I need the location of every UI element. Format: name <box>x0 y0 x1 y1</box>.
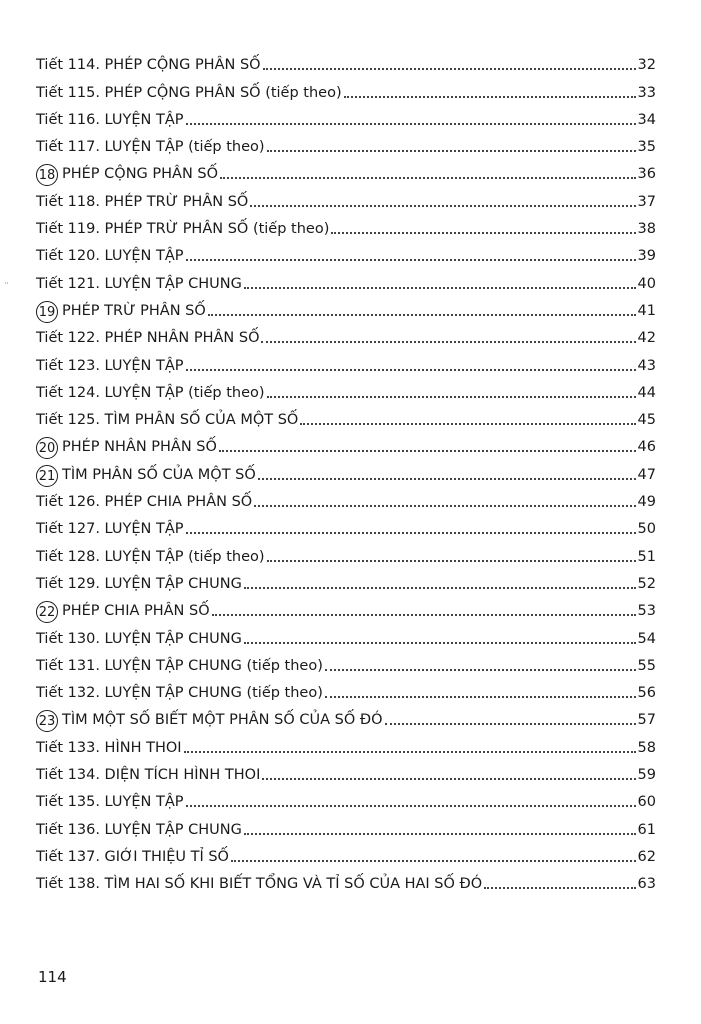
toc-entry-page: 59 <box>637 767 656 784</box>
dot-leader <box>331 232 635 234</box>
toc-entry-title: Tiết 124. LUYỆN TẬP (tiếp theo) <box>36 384 265 401</box>
toc-entry-title: TÌM MỘT SỐ BIẾT MỘT PHÂN SỐ CỦA SỐ ĐÓ <box>62 712 383 729</box>
toc-entry-title: Tiết 130. LUYỆN TẬP CHUNG <box>36 630 242 647</box>
toc-lesson-entry <box>36 265 656 292</box>
toc-lesson-entry <box>36 129 656 156</box>
toc-entry-page: 60 <box>637 794 656 811</box>
toc-section-entry <box>36 456 656 483</box>
toc-lesson-entry <box>36 47 656 74</box>
toc-entry-page: 36 <box>637 166 656 183</box>
toc-lesson-entry <box>36 784 656 811</box>
toc-entry-page: 54 <box>637 630 656 647</box>
dot-leader <box>231 860 636 862</box>
toc-entry-title: Tiết 120. LUYỆN TẬP <box>36 248 184 265</box>
toc-entry-title: Tiết 115. PHÉP CỘNG PHÂN SỐ (tiếp theo) <box>36 84 342 101</box>
toc-entry-title: Tiết 134. DIỆN TÍCH HÌNH THOI <box>36 767 261 784</box>
toc-lesson-entry <box>36 320 656 347</box>
toc-entry-page: 44 <box>637 384 656 401</box>
toc-entry-title: TÌM PHÂN SỐ CỦA MỘT SỐ <box>62 466 256 483</box>
dot-leader <box>300 423 635 425</box>
toc-lesson-entry <box>36 866 656 893</box>
toc-entry-title: Tiết 129. LUYỆN TẬP CHUNG <box>36 575 242 592</box>
toc-entry-page: 49 <box>637 494 656 511</box>
toc-entry-title: PHÉP CỘNG PHÂN SỐ <box>62 166 219 183</box>
toc-entry-page: 50 <box>637 521 656 538</box>
toc-entry-title: Tiết 127. LUYỆN TẬP <box>36 521 184 538</box>
dot-leader <box>186 259 636 261</box>
toc-entry-page: 40 <box>637 275 656 292</box>
toc-entry-title: Tiết 119. PHÉP TRỪ PHÂN SỐ (tiếp theo) <box>36 221 330 238</box>
page-number: 114 <box>38 968 67 986</box>
toc-lesson-entry <box>36 484 656 511</box>
toc-entry-title: Tiết 135. LUYỆN TẬP <box>36 794 184 811</box>
toc-lesson-entry <box>36 729 656 756</box>
toc-entry-title: PHÉP TRỪ PHÂN SỐ <box>62 302 206 319</box>
toc-entry-title: Tiết 117. LUYỆN TẬP (tiếp theo) <box>36 139 265 156</box>
toc-entry-title: Tiết 123. LUYỆN TẬP <box>36 357 184 374</box>
section-number-badge: 18 <box>36 164 58 186</box>
toc-section-entry <box>36 429 656 456</box>
toc-lesson-entry <box>36 102 656 129</box>
toc-entry-page: 47 <box>637 466 656 483</box>
toc-entry-title: Tiết 126. PHÉP CHIA PHÂN SỐ <box>36 494 253 511</box>
dot-leader <box>484 887 635 889</box>
toc-entry-page: 45 <box>637 412 656 429</box>
toc-entry-title: Tiết 128. LUYỆN TẬP (tiếp theo) <box>36 548 265 565</box>
toc-entry-page: 62 <box>637 848 656 865</box>
toc-entry-page: 34 <box>637 111 656 128</box>
toc-entry-title: Tiết 131. LUYỆN TẬP CHUNG (tiếp theo) <box>36 657 323 674</box>
toc-section-entry <box>36 156 656 183</box>
dot-leader <box>186 123 636 125</box>
section-number-badge: 22 <box>36 601 58 623</box>
toc-lesson-entry <box>36 811 656 838</box>
toc-lesson-entry <box>36 511 656 538</box>
dot-leader <box>250 205 635 207</box>
toc-lesson-entry <box>36 566 656 593</box>
toc-entry-title: Tiết 138. TÌM HAI SỐ KHI BIẾT TỔNG VÀ TỈ SỐ CỦA HAI SỐ ĐÓ <box>36 876 483 893</box>
toc-entry-page: 35 <box>637 139 656 156</box>
toc-entry-title: Tiết 133. HÌNH THOI <box>36 739 182 756</box>
section-number-badge: 21 <box>36 465 58 487</box>
toc-entry-page: 51 <box>637 548 656 565</box>
dot-leader <box>261 341 635 343</box>
toc-lesson-entry <box>36 839 656 866</box>
toc-entry-page: 46 <box>637 439 656 456</box>
toc-lesson-entry <box>36 238 656 265</box>
dot-leader <box>184 751 636 753</box>
toc-lesson-entry <box>36 675 656 702</box>
dot-leader <box>208 314 636 316</box>
section-number-badge: 20 <box>36 437 58 459</box>
toc-lesson-entry <box>36 183 656 210</box>
dot-leader <box>254 505 635 507</box>
toc-entry-title: Tiết 118. PHÉP TRỪ PHÂN SỐ <box>36 193 249 210</box>
dot-leader <box>385 723 636 725</box>
toc-lesson-entry <box>36 620 656 647</box>
dot-leader <box>262 778 635 780</box>
toc-entry-title: Tiết 125. TÌM PHÂN SỐ CỦA MỘT SỐ <box>36 412 299 429</box>
toc-entry-title: Tiết 132. LUYỆN TẬP CHUNG (tiếp theo) <box>36 685 323 702</box>
toc-entry-page: 38 <box>637 221 656 238</box>
toc-entry-page: 42 <box>637 330 656 347</box>
dot-leader <box>186 369 636 371</box>
toc-entry-title: Tiết 114. PHÉP CỘNG PHÂN SỐ <box>36 57 261 74</box>
toc-entry-title: Tiết 121. LUYỆN TẬP CHUNG <box>36 275 242 292</box>
dot-leader <box>267 396 636 398</box>
toc-entry-page: 32 <box>637 57 656 74</box>
scan-speck: ¨ <box>4 282 9 293</box>
dot-leader <box>267 560 636 562</box>
dot-leader <box>267 150 636 152</box>
toc-entry-page: 61 <box>637 821 656 838</box>
toc-entry-page: 53 <box>637 603 656 620</box>
toc-lesson-entry <box>36 375 656 402</box>
toc-entry-page: 56 <box>637 685 656 702</box>
toc-entry-page: 33 <box>637 84 656 101</box>
toc-lesson-entry <box>36 347 656 374</box>
dot-leader <box>258 478 636 480</box>
toc-entry-page: 58 <box>637 739 656 756</box>
toc-entry-page: 39 <box>637 248 656 265</box>
toc-entry-title: Tiết 116. LUYỆN TẬP <box>36 111 184 128</box>
toc-entry-page: 41 <box>637 302 656 319</box>
toc-section-entry <box>36 293 656 320</box>
toc-lesson-entry <box>36 538 656 565</box>
toc-entry-page: 63 <box>637 876 656 893</box>
toc-lesson-entry <box>36 757 656 784</box>
toc-entry-title: Tiết 122. PHÉP NHÂN PHÂN SỐ <box>36 330 260 347</box>
table-of-contents <box>36 47 656 893</box>
toc-lesson-entry <box>36 402 656 429</box>
dot-leader <box>220 177 636 179</box>
toc-section-entry <box>36 593 656 620</box>
toc-lesson-entry <box>36 648 656 675</box>
toc-entry-page: 37 <box>637 193 656 210</box>
section-number-badge: 19 <box>36 301 58 323</box>
toc-entry-title: Tiết 137. GIỚI THIỆU TỈ SỐ <box>36 848 229 865</box>
toc-entry-page: 55 <box>637 657 656 674</box>
toc-entry-page: 57 <box>637 712 656 729</box>
dot-leader <box>263 68 636 70</box>
dot-leader <box>219 450 636 452</box>
section-number-badge: 23 <box>36 710 58 732</box>
dot-leader <box>244 642 636 644</box>
toc-entry-title: Tiết 136. LUYỆN TẬP CHUNG <box>36 821 242 838</box>
toc-section-entry <box>36 702 656 729</box>
dot-leader <box>244 587 636 589</box>
toc-lesson-entry <box>36 211 656 238</box>
dot-leader <box>244 833 636 835</box>
dot-leader <box>186 532 636 534</box>
dot-leader <box>325 696 636 698</box>
dot-leader <box>186 805 636 807</box>
toc-entry-page: 43 <box>637 357 656 374</box>
toc-entry-title: PHÉP CHIA PHÂN SỐ <box>62 603 210 620</box>
toc-entry-page: 52 <box>637 575 656 592</box>
toc-lesson-entry <box>36 74 656 101</box>
toc-entry-title: PHÉP NHÂN PHÂN SỐ <box>62 439 217 456</box>
dot-leader <box>244 287 636 289</box>
dot-leader <box>212 614 636 616</box>
dot-leader <box>344 96 636 98</box>
dot-leader <box>325 669 636 671</box>
